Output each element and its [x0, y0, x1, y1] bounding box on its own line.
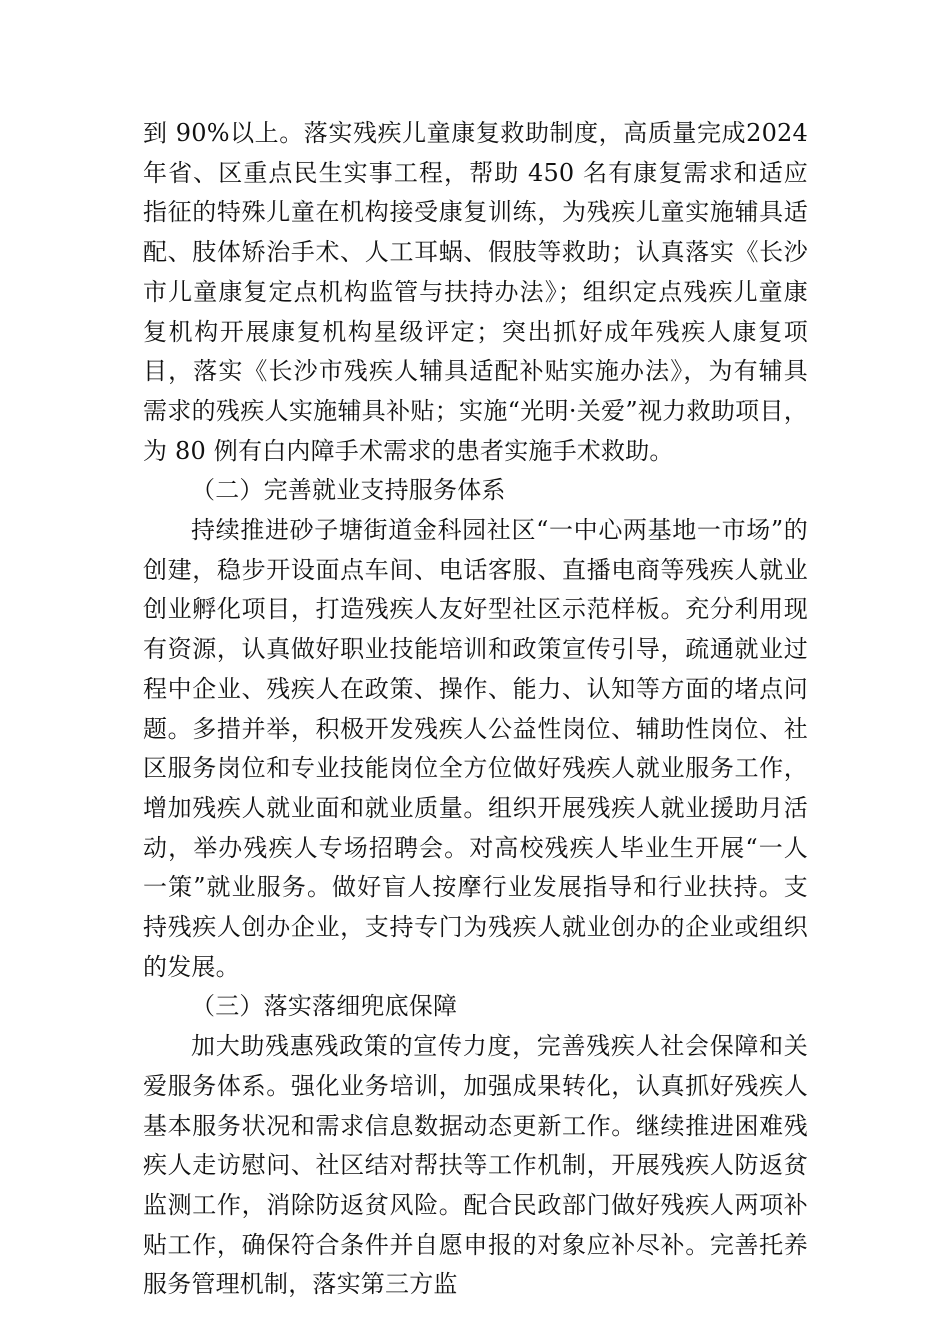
paragraph-security: 加大助残惠残政策的宣传力度，完善残疾人社会保障和关爱服务体系。强化业务培训，加强成果转化，认真抓好残疾人基本服务状况和需求信息数据动态更新工作。继续推进困难残疾人走访慰问、社区结对帮扶等工作机制，开展残疾人防返贫监测工作，消除防返贫风险。配合民政部门做好残疾人两项补贴工作，确保符合条件并自愿申报的对象应补尽补。完善托养服务管理机制，落实第三方监: [143, 1032, 808, 1299]
paragraph-employment: 持续推进砂子塘街道金科园社区“一中心两基地一市场”的创建，稳步开设面点车间、电话客服、直播电商等残疾人就业创业孵化项目，打造残疾人友好型社区示范样板。充分利用现有资源，认真做好职业技能培训和政策宣传引导，疏通就业过程中企业、残疾人在政策、操作、能力、认知等方面的堵点问题。多措并举，积极开发残疾人公益性岗位、辅助性岗位、社区服务岗位和专业技能岗位全方位做好残疾人就业服务工作，增加残疾人就业面和就业质量。组织开展残疾人就业援助月活动，举办残疾人专场招聘会。对高校残疾人毕业生开展“一人一策”就业服务。做好盲人按摩行业发展指导和行业扶持。支持残疾人创办企业，支持专门为残疾人就业创办的企业或组织的发展。: [143, 516, 808, 981]
document-body: [143, 114, 808, 1305]
section-heading-security: （三）落实落细兜底保障: [191, 992, 458, 1021]
section-heading-employment: （二）完善就业支持服务体系: [191, 476, 506, 505]
paragraph-rehab-continued: 到 90%以上。落实残疾儿童康复救助制度，高质量完成2024 年省、区重点民生实事工程，帮助 450 名有康复需求和适应指征的特殊儿童在机构接受康复训练，为残疾儿童实施辅具适配、肢体矫治手术、人工耳蜗、假肢等救助；认真落实《长沙市儿童康复定点机构监管与扶持办法》；组织定点残疾儿童康复机构开展康复机构星级评定；突出抓好成年残疾人康复项目，落实《长沙市残疾人辅具适配补贴实施办法》，为有辅具需求的残疾人实施辅具补贴；实施“光明·关爱”视力救助项目，为 80 例有白内障手术需求的患者实施手术救助。: [143, 119, 808, 465]
